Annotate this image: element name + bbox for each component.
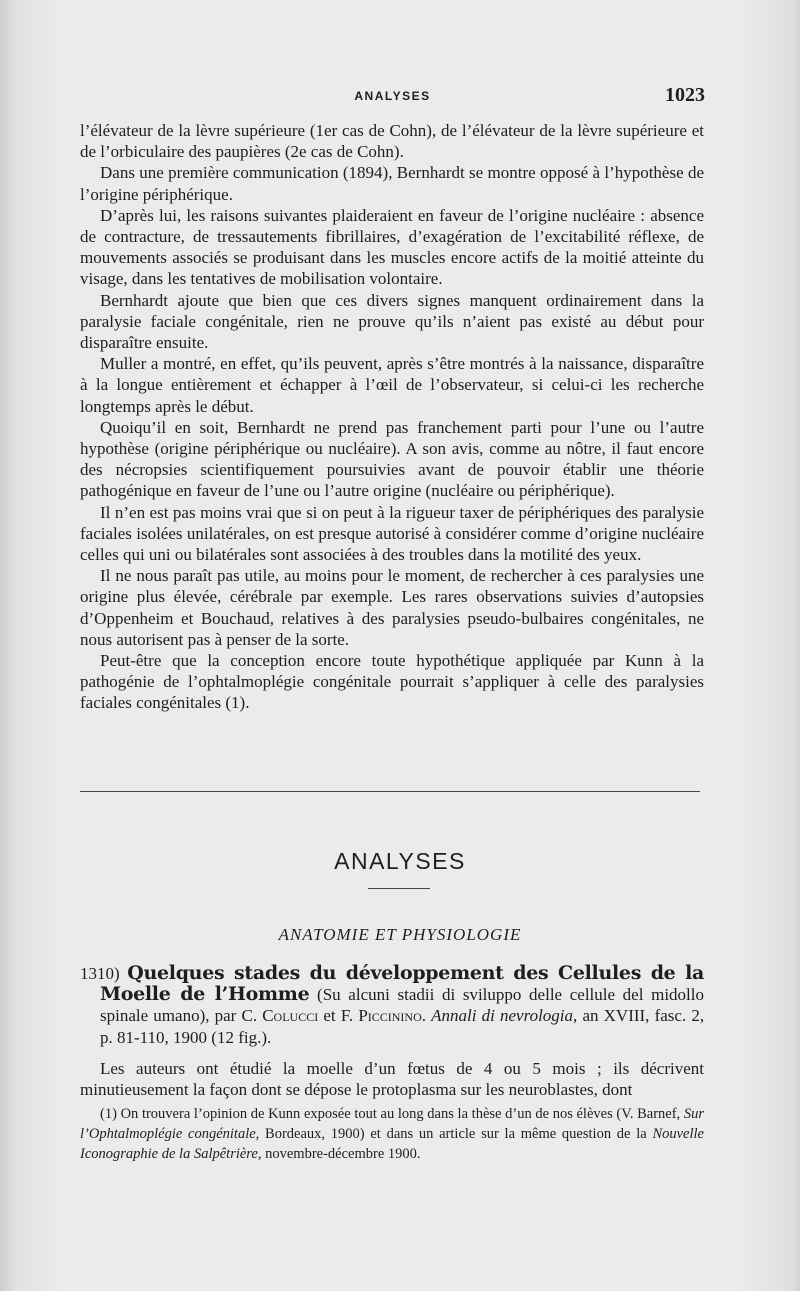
cited-work: Nouvelle Iconographie de la Salpêtrière, [80,1126,704,1162]
section-heading: ANALYSES [334,848,466,874]
subsection-heading: ANATOMIE ET PHYSIOLOGIE [278,925,522,944]
footnote-text [80,1104,704,1164]
original-title: (Su alcuni stadii di sviluppo delle cellule del midollo spinale umano), par [100,985,704,1026]
running-header [80,84,705,110]
footnote [80,1104,704,1164]
article-body: Les auteurs ont étudié la moelle d’un fœtus de 4 ou 5 mois ; ils décrivent minutieusement la façon dont se dépose le protoplasma sur les neuroblastes, dont [80,1058,704,1100]
paragraph: D’après lui, les raisons suivantes plaideraient en faveur de l’origine nucléaire : absence de contracture, de tressautements fibrillaires, d’exagération de l’excitabilité réflexe, de mouvements associés se produisant dans les muscles encore actifs de la moitié atteinte du visage, dans les tentatives de mobilisation volontaire. [80,205,704,289]
footnote-mid: Bordeaux, 1900) et dans un article sur la même question de la [265,1126,647,1142]
paragraph: Quoiqu’il en soit, Bernhardt ne prend pas franchement parti pour l’une ou l’autre hypothèse (origine périphérique ou nucléaire). A son avis, comme au nôtre, il faut encore des nécropsies scientifiquement poursuivies avant de pouvoir établir une théorie pathogénique en faveur de l’une ou l’autre origine (nucléaire ou périphérique). [80,417,704,501]
paragraph: l’élévateur de la lèvre supérieure (1er cas de Cohn), de l’élévateur de la lèvre supérieure et de l’orbiculaire des paupières (2e cas de Cohn). [80,121,704,162]
spacer [80,1048,704,1058]
citation: an XVIII, fasc. 2, p. 81-110, 1900 (12 fig.). [100,1006,705,1047]
body-text [80,120,704,714]
paragraph: Dans une première communication (1894), Bernhardt se montre opposé à l’hypothèse de l’origine périphérique. [80,163,704,204]
article-header [80,963,704,1048]
footnote-tail: novembre-décembre 1900. [265,1146,421,1162]
conjunction: et [323,1006,336,1026]
footnote-lead: (1) On trouvera l’opinion de Kunn exposée tout au long dans la thèse d’un de nos élèves (V. Barnef, [100,1106,681,1122]
paragraph: Peut-être que la conception encore toute hypothétique appliquée par Kunn à la pathogénie de l’ophtalmoplégie congénitale pourrait s’appliquer à celle des paralysies faciales congénitales (1). [80,651,704,713]
horizontal-rule [80,791,700,792]
paragraph: Il ne nous paraît pas utile, au moins pour le moment, de rechercher à ces paralysies une origine plus élevée, cérébrale par exemple. Les rares observations suivies d’autopsies d’Oppenheim et Bouchaud, relatives à des paralysies pseudo-bulbaires congénitales, ne nous autorisent pas à penser de la sorte. [80,566,704,649]
journal-name: Annali di nevrologia, [431,1006,578,1026]
paragraph: Bernhardt ajoute que bien que ces divers signes manquent ordinairement dans la paralysie faciale congénitale, rien ne prouve qu’ils n’aient pas existé au début pour disparaître ensuite. [80,290,704,353]
cited-work: Sur l’Ophtalmoplégie congénitale, [80,1106,705,1142]
author-name: C. Colucci [241,1006,319,1026]
page-number: 1023 [665,84,705,106]
article-number: 1310) [80,964,120,983]
author-name: F. Piccinino. [340,1006,427,1026]
running-title: ANALYSES [354,89,431,103]
paragraph: Muller a montré, en effet, qu’ils peuvent, après s’être montrés à la naissance, disparaître à la longue entièrement et échapper à l’œil de l’observateur, si celui-ci les recherche longtemps après le début. [80,354,704,416]
article-title: Quelques stades du développement des Cellules de la Moelle de l’Homme [100,962,704,1006]
heading-underline [368,888,430,889]
paragraph: Il n’en est pas moins vrai que si on peut à la rigueur taxer de périphériques des paralysie faciales isolées unilatérales, on est presque autorisé à considérer comme d’origine nucléaire celles qui uni ou bilatérales sont associées à des troubles dans la motilité des yeux. [80,502,704,565]
article-entry [80,963,704,1100]
